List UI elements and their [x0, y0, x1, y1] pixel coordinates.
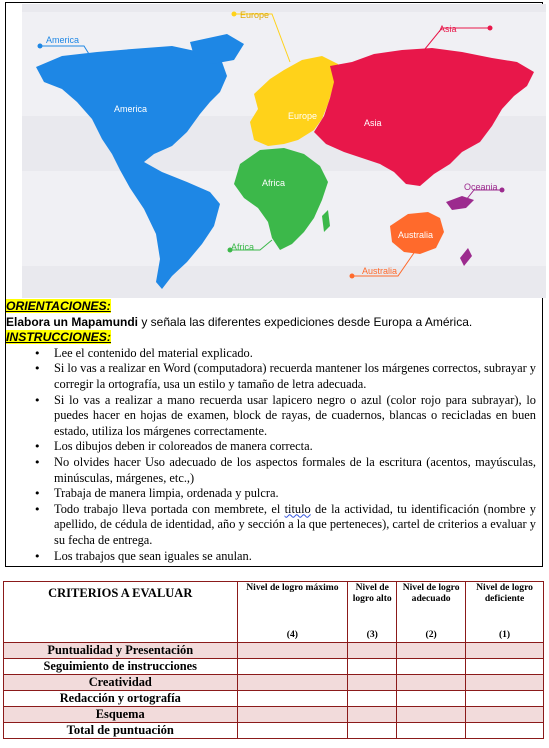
oceania-callout-dot	[500, 188, 505, 193]
level-header-adecuado	[397, 582, 466, 643]
level-header-deficiente	[466, 582, 544, 643]
orientaciones-lead-bold: Elabora un Mapamundi	[6, 314, 139, 329]
score-cell[interactable]	[348, 723, 397, 739]
score-cell[interactable]	[397, 691, 466, 707]
criterion-name: Puntualidad y Presentación	[4, 643, 238, 659]
europe-region-label: Europe	[288, 111, 318, 121]
instrucciones-heading: INSTRUCCIONES:	[6, 330, 111, 345]
level-label: Nivel de logro deficiente	[476, 582, 533, 604]
item7-part-a: Todo trabajo lleva portada con membrete, el	[54, 501, 285, 516]
score-cell[interactable]	[237, 659, 348, 675]
table-row	[4, 643, 544, 659]
score-cell[interactable]	[397, 643, 466, 659]
level-header-alto	[348, 582, 397, 643]
level-number: (4)	[286, 629, 298, 640]
australia-callout-dot	[350, 274, 355, 279]
orientaciones-text	[6, 315, 536, 331]
africa-callout-label: Africa	[231, 242, 255, 252]
asia-callout-dot	[488, 26, 493, 31]
item7-part-b: de la actividad, tu identificación (nombre y apellido, de cédula de identidad, año y sección a la que perteneces), cartel de criterios a evaluar y su fecha de entrega.	[54, 501, 536, 547]
list-item: • Los trabajos que sean iguales se anulan.	[54, 549, 536, 565]
score-cell[interactable]	[397, 723, 466, 739]
table-row	[4, 691, 544, 707]
orientaciones-lead-rest: y señala las diferentes expediciones desde Europa a América.	[138, 314, 473, 329]
table-row	[4, 707, 544, 723]
criterion-name: Total de puntuación	[4, 723, 238, 739]
america-region-label: America	[114, 104, 148, 114]
oceania-callout-label: Oceania	[464, 182, 498, 192]
level-number: (2)	[425, 629, 437, 640]
table-row	[4, 659, 544, 675]
instructions-block	[6, 299, 536, 564]
criterion-name: Esquema	[4, 707, 238, 723]
score-cell[interactable]	[397, 707, 466, 723]
table-header-row	[4, 582, 544, 643]
europe-callout-dot	[232, 12, 237, 17]
asia-callout-label: Asia	[439, 24, 457, 34]
score-cell[interactable]	[466, 723, 544, 739]
score-cell[interactable]	[237, 675, 348, 691]
score-cell[interactable]	[466, 659, 544, 675]
orientaciones-heading-line	[6, 299, 536, 315]
criteria-table	[3, 581, 544, 739]
asia-region-label: Asia	[364, 118, 382, 128]
spellcheck-word: titulo	[284, 501, 311, 516]
orientaciones-heading: ORIENTACIONES:	[6, 299, 111, 313]
australia-region-label: Australia	[398, 230, 434, 240]
europe-callout-label: Europe	[240, 10, 270, 20]
score-cell[interactable]	[466, 707, 544, 723]
list-item	[54, 502, 536, 549]
list-item: • No olvides hacer Uso adecuado de los aspectos formales de la escritura (acentos, mayúsculas, minúsculas, márgenes, etc.,)	[54, 455, 536, 486]
world-map	[22, 4, 546, 298]
score-cell[interactable]	[348, 707, 397, 723]
world-map-svg	[22, 4, 546, 298]
score-cell[interactable]	[348, 691, 397, 707]
instrucciones-heading-line	[6, 330, 536, 346]
score-cell[interactable]	[466, 691, 544, 707]
score-cell[interactable]	[397, 675, 466, 691]
america-callout-dot	[38, 44, 43, 49]
level-label: Nivel de logro alto	[352, 582, 392, 604]
score-cell[interactable]	[466, 675, 544, 691]
level-header-max	[237, 582, 348, 643]
score-cell[interactable]	[348, 659, 397, 675]
level-number: (1)	[498, 629, 511, 640]
table-row-total	[4, 723, 544, 739]
score-cell[interactable]	[397, 659, 466, 675]
australia-callout-label: Australia	[362, 266, 398, 276]
criterion-name: Creatividad	[4, 675, 238, 691]
list-item: • Si lo vas a realizar a mano recuerda usar lapicero negro o azul (color rojo para subrayar), lo puedes hacer en hojas de examen, block de rayas, de cuadernos, blancas o recicladas en buen estado, utiliza los márgenes correctamente.	[54, 393, 536, 440]
level-number: (3)	[366, 629, 378, 640]
criterion-name: Redacción y ortografía	[4, 691, 238, 707]
score-cell[interactable]	[237, 723, 348, 739]
score-cell[interactable]	[237, 707, 348, 723]
criteria-header: CRITERIOS A EVALUAR	[4, 582, 238, 643]
list-item: • Trabaja de manera limpia, ordenada y pulcra.	[54, 486, 536, 502]
score-cell[interactable]	[348, 675, 397, 691]
america-callout-label: America	[46, 35, 80, 45]
score-cell[interactable]	[237, 691, 348, 707]
criterion-name: Seguimiento de instrucciones	[4, 659, 238, 675]
list-item: • Si lo vas a realizar en Word (computadora) recuerda mantener los márgenes correctos, subrayar y corregir la ortografía, usa un estilo y tamaño de letra adecuada.	[54, 361, 536, 392]
score-cell[interactable]	[466, 643, 544, 659]
africa-region-label: Africa	[262, 178, 286, 188]
table-row	[4, 675, 544, 691]
level-label: Nivel de logro máximo	[246, 582, 339, 593]
score-cell[interactable]	[237, 643, 348, 659]
list-item: • Lee el contenido del material explicado.	[54, 346, 536, 362]
instrucciones-list	[6, 346, 536, 564]
list-item: • Los dibujos deben ir coloreados de manera correcta.	[54, 439, 536, 455]
score-cell[interactable]	[348, 643, 397, 659]
level-label: Nivel de logro adecuado	[402, 582, 460, 604]
